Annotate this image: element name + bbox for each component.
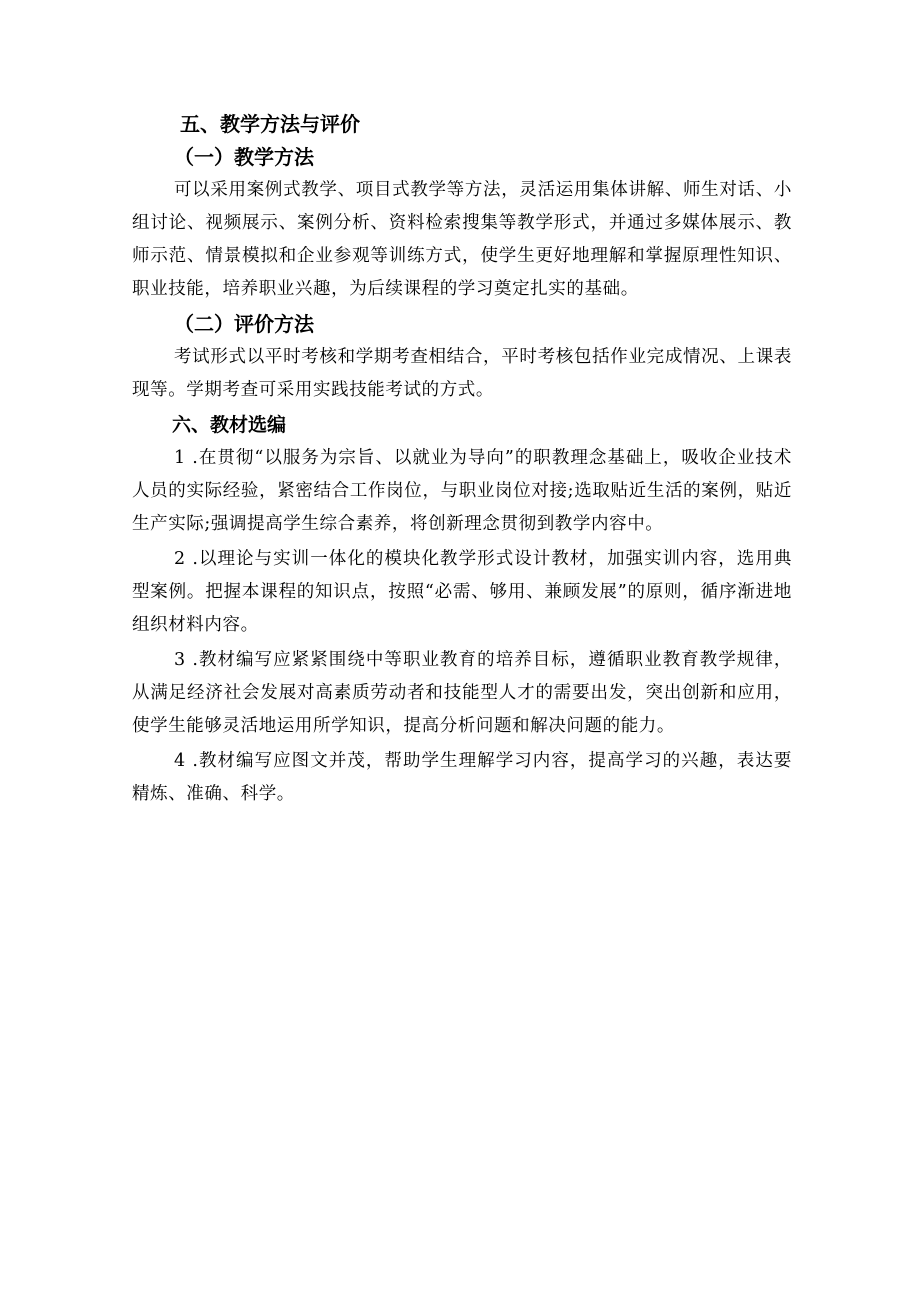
document-body: [132, 108, 792, 813]
section-6-heading: 六、教材选编: [172, 414, 287, 436]
teaching-methods-paragraph: 可以采用案例式教学、项目式教学等方法，灵活运用集体讲解、师生对话、小组讨论、视频展示、案例分析、资料检索搜集等教学形式，并通过多媒体展示、教师示范、情景模拟和企业参观等训练方式，使学生更好地理解和掌握原理性知识、职业技能，培养职业兴趣，为后续课程的学习奠定扎实的基础。: [132, 180, 792, 299]
section-5-heading: 五、教学方法与评价: [180, 112, 360, 136]
evaluation-methods-paragraph: 考试形式以平时考核和学期考查相结合，平时考核包括作业完成情况、上课表现等。学期考查可采用实践技能考试的方式。: [132, 347, 792, 400]
textbook-item-2: 2 .以理论与实训一体化的模块化教学形式设计教材，加强实训内容，选用典型案例。把握本课程的知识点，按照“必需、够用、兼顾发展”的原则，循序渐进地组织材料内容。: [132, 549, 792, 635]
textbook-item-3: 3 .教材编写应紧紧围绕中等职业教育的培养目标，遵循职业教育教学规律，从满足经济社会发展对高素质劳动者和技能型人才的需要出发，突出创新和应用，使学生能够灵活地运用所学知识，提高分析问题和解决问题的能力。: [132, 650, 792, 736]
textbook-item-4: 4 .教材编写应图文并茂，帮助学生理解学习内容，提高学习的兴趣，表达要精炼、准确、科学。: [132, 751, 792, 804]
textbook-item-1: 1 .在贯彻“以服务为宗旨、以就业为导向”的职教理念基础上，吸收企业技术人员的实际经验，紧密结合工作岗位，与职业岗位对接;选取贴近生活的案例，贴近生产实际;强调提高学生综合素养，将创新理念贯彻到教学内容中。: [132, 448, 792, 534]
subsection-teaching-methods-heading: （一）教学方法: [174, 145, 314, 169]
subsection-evaluation-methods-heading: （二）评价方法: [174, 312, 314, 336]
